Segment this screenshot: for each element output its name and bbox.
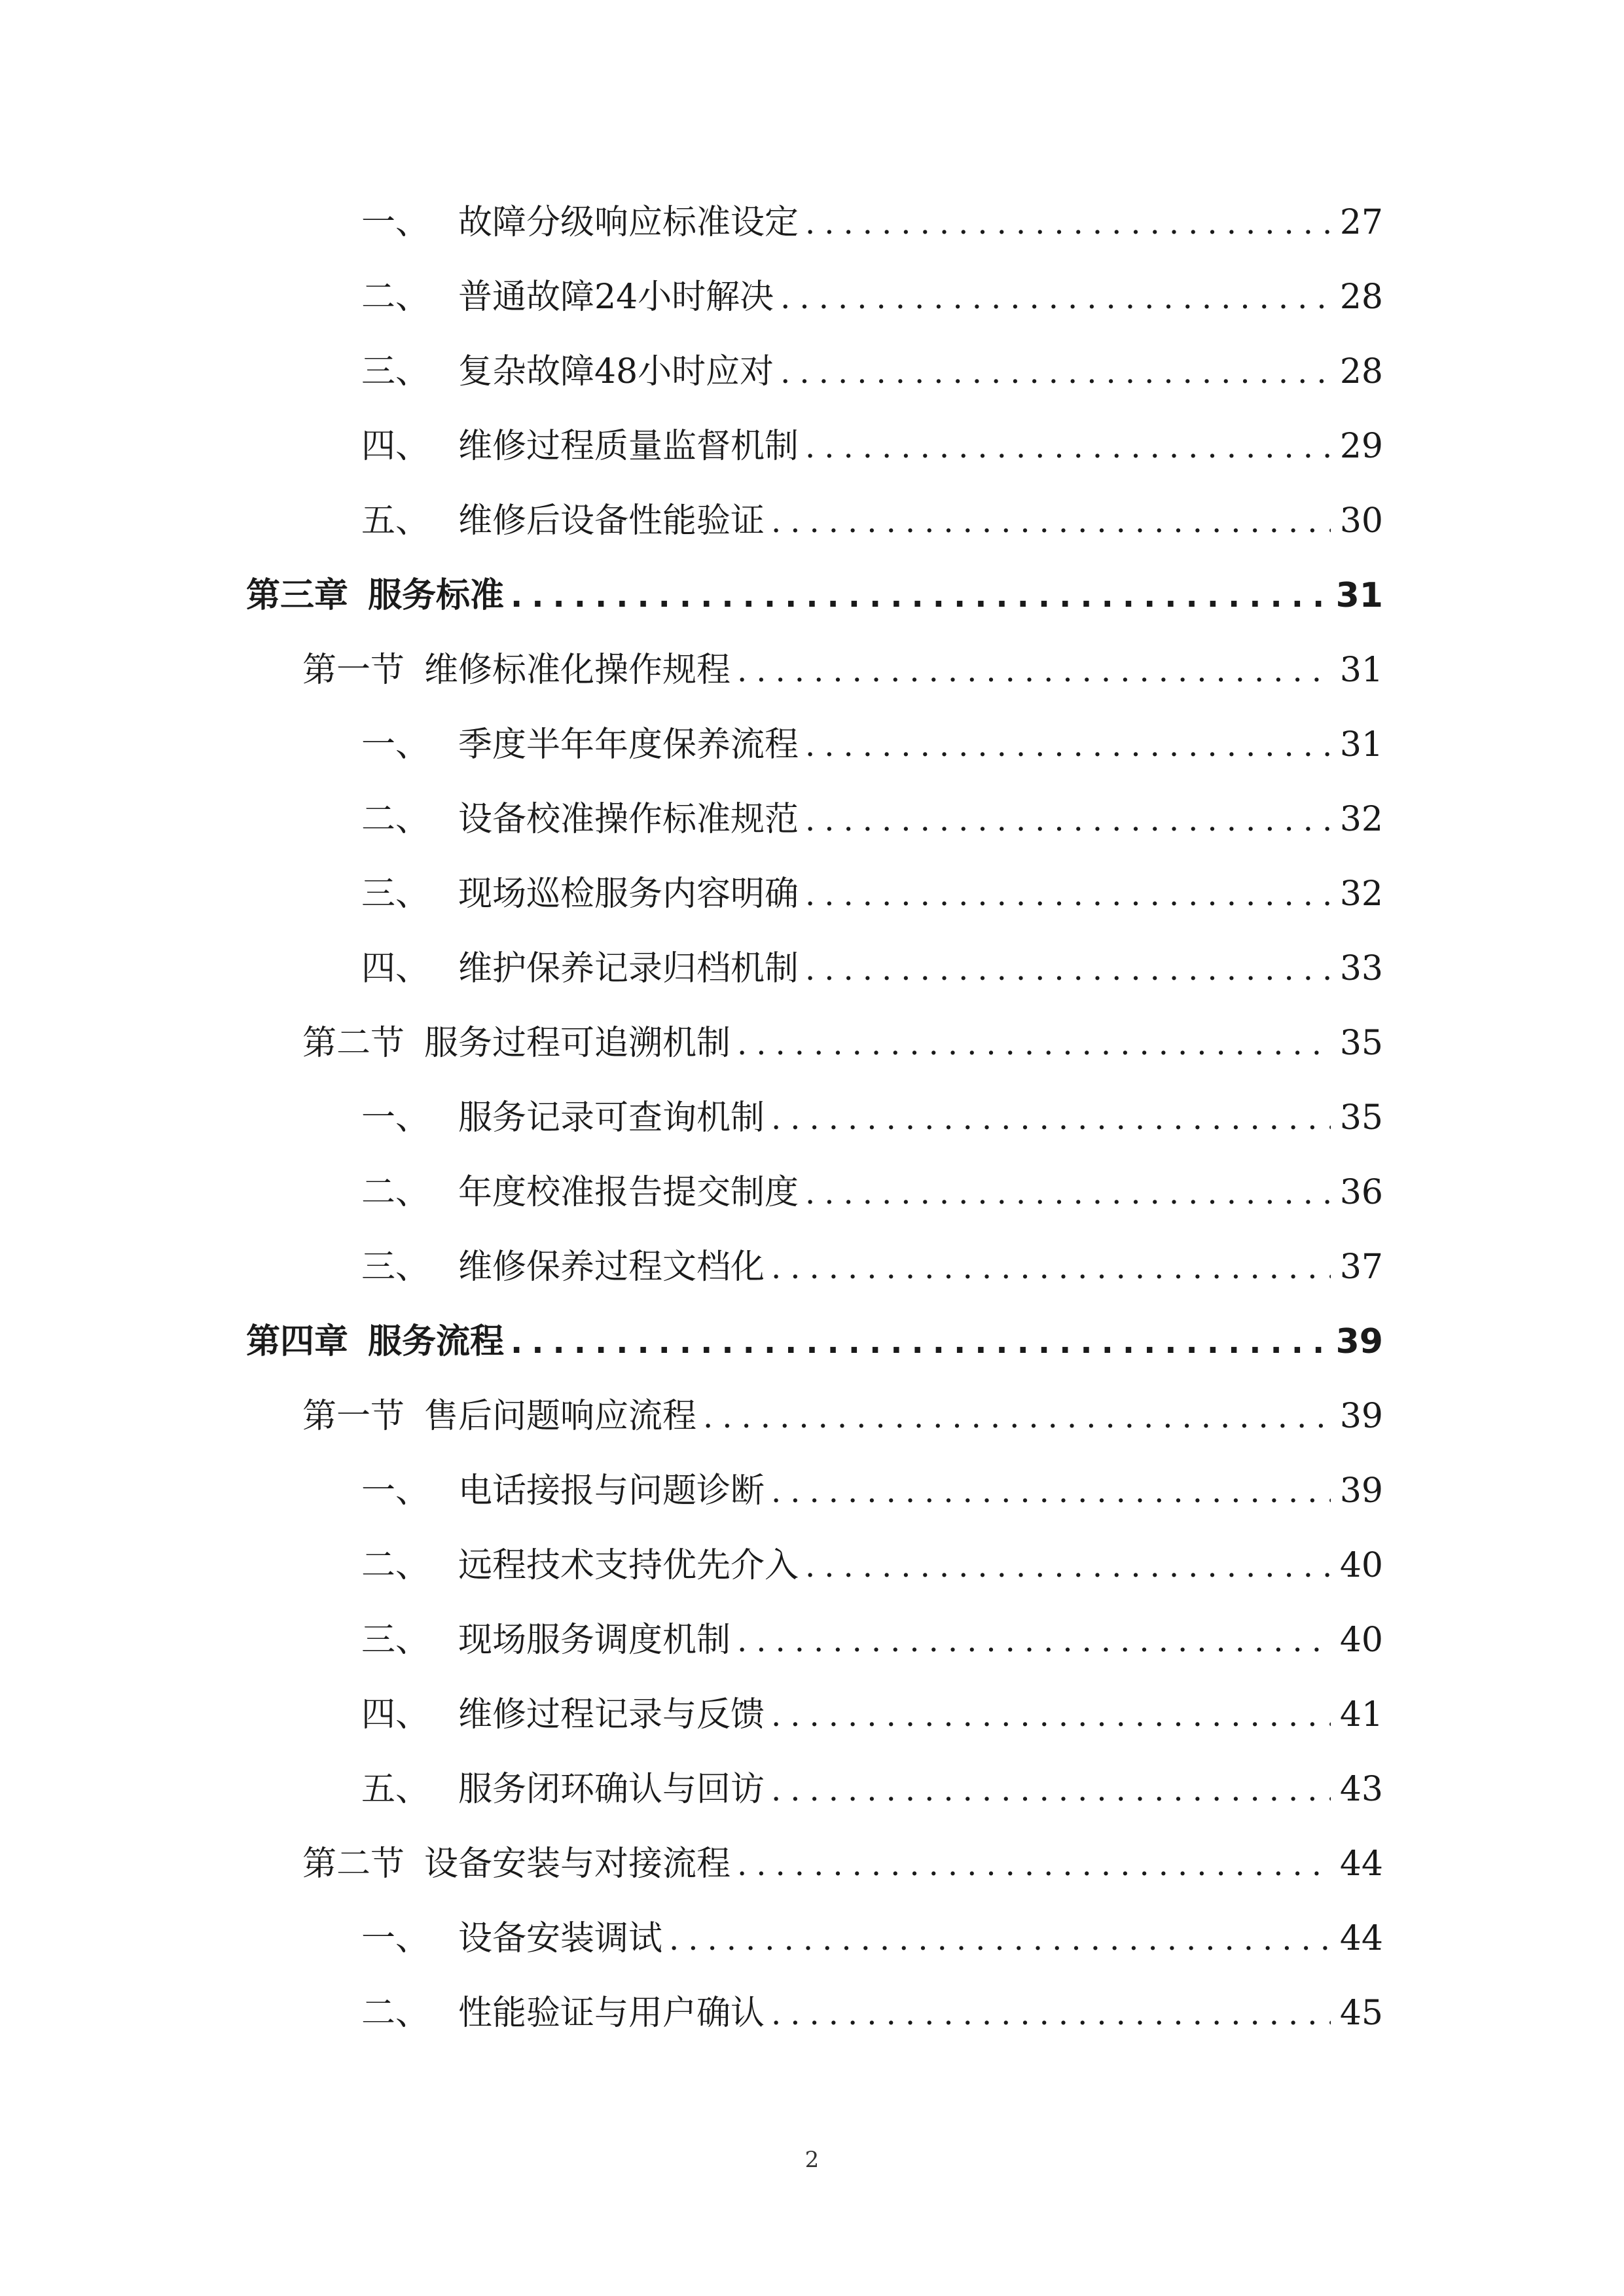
toc-entry-title: 服务闭环确认与回访 (458, 1770, 765, 1809)
toc-entry-title: 年度校准报告提交制度 (458, 1173, 799, 1212)
toc-entry[interactable] (361, 1166, 1383, 1219)
toc-leader-dots (805, 1167, 1331, 1219)
toc-entry-title: 电话接报与问题诊断 (458, 1471, 765, 1511)
toc-chapter-entry[interactable] (246, 569, 1383, 622)
toc-entry-page: 29 (1339, 427, 1383, 466)
toc-leader-dots (805, 719, 1331, 772)
toc-entry-title: 复杂故障48小时应对 (458, 352, 774, 391)
toc-entry-page: 31 (1335, 576, 1383, 615)
toc-entry-page: 36 (1339, 1173, 1383, 1212)
toc-entry[interactable] (361, 495, 1383, 547)
toc-entry-page: 28 (1339, 352, 1383, 391)
toc-entry-number: 四、 (361, 949, 430, 988)
toc-entry-title: 服务记录可查询机制 (458, 1098, 765, 1138)
toc-entry-number: 二、 (361, 800, 430, 839)
toc-entry-page: 30 (1339, 501, 1383, 541)
toc-entry-number: 一、 (361, 203, 430, 242)
toc-entry-number: 一、 (361, 1471, 430, 1511)
toc-entry-page: 44 (1339, 1844, 1383, 1884)
toc-entry[interactable] (361, 1614, 1383, 1666)
toc-entry-number: 一、 (361, 1098, 430, 1138)
toc-entry-number: 一、 (361, 1919, 430, 1958)
toc-entry-number: 第二节 (302, 1844, 405, 1884)
toc-entry[interactable] (361, 271, 1383, 323)
toc-section-entry[interactable] (302, 1390, 1383, 1443)
toc-entry[interactable] (361, 793, 1383, 846)
toc-entry-number: 四、 (361, 427, 430, 466)
toc-leader-dots (805, 197, 1331, 249)
toc-entry[interactable] (361, 346, 1383, 398)
toc-entry-page: 35 (1339, 1024, 1383, 1063)
toc-entry-title: 服务流程 (368, 1322, 505, 1361)
toc-entry[interactable] (361, 868, 1383, 920)
toc-entry-title: 维护保养记录归档机制 (458, 949, 799, 988)
toc-entry-title: 故障分级响应标准设定 (458, 203, 799, 242)
toc-section-entry[interactable] (302, 1838, 1383, 1890)
toc-entry-number: 三、 (361, 1621, 430, 1660)
toc-entry[interactable] (361, 1763, 1383, 1816)
toc-leader-dots (805, 869, 1331, 921)
toc-entry[interactable] (361, 420, 1383, 473)
toc-entry-page: 40 (1339, 1546, 1383, 1585)
toc-entry-number: 一、 (361, 725, 430, 764)
toc-leader-dots (805, 421, 1331, 473)
toc-leader-dots (511, 1316, 1327, 1369)
toc-leader-dots (780, 346, 1331, 399)
toc-entry-title: 现场巡检服务内容明确 (458, 874, 799, 914)
toc-entry-page: 28 (1339, 278, 1383, 317)
toc-entry-page: 39 (1339, 1471, 1383, 1511)
toc-entry-page: 31 (1339, 725, 1383, 764)
toc-entry[interactable] (361, 1912, 1383, 1965)
toc-leader-dots (737, 645, 1331, 697)
toc-entry-page: 27 (1339, 203, 1383, 242)
toc-leader-dots (737, 1018, 1331, 1070)
toc-leader-dots (780, 272, 1331, 324)
toc-entry[interactable] (361, 1241, 1383, 1293)
toc-entry-number: 第四章 (246, 1322, 349, 1361)
toc-entry[interactable] (361, 1689, 1383, 1741)
page-number: 2 (804, 2147, 820, 2173)
toc-entry-number: 二、 (361, 1173, 430, 1212)
toc-entry-number: 五、 (361, 501, 430, 541)
toc-entry-page: 35 (1339, 1098, 1383, 1138)
toc-entry-page: 40 (1339, 1621, 1383, 1660)
toc-entry-number: 第一节 (302, 1397, 405, 1436)
toc-entry[interactable] (361, 1465, 1383, 1517)
toc-entry-page: 31 (1339, 651, 1383, 690)
toc-leader-dots (771, 1465, 1331, 1518)
toc-entry-title: 服务过程可追溯机制 (424, 1024, 731, 1063)
toc-entry-number: 第二节 (302, 1024, 405, 1063)
toc-entry-title: 维修后设备性能验证 (458, 501, 765, 541)
toc-entry-title: 维修标准化操作规程 (424, 651, 731, 690)
toc-entry-number: 三、 (361, 874, 430, 914)
toc-entry-title: 维修保养过程文档化 (458, 1247, 765, 1287)
toc-leader-dots (771, 495, 1331, 548)
toc-entry-title: 设备安装与对接流程 (424, 1844, 731, 1884)
toc-chapter-entry[interactable] (246, 1316, 1383, 1368)
toc-leader-dots (771, 1764, 1331, 1816)
toc-entry-page: 39 (1335, 1322, 1383, 1361)
toc-entry-title: 现场服务调度机制 (458, 1621, 731, 1660)
toc-entry-title: 季度半年年度保养流程 (458, 725, 799, 764)
toc-entry-number: 二、 (361, 278, 430, 317)
toc-entry-title: 远程技术支持优先介入 (458, 1546, 799, 1585)
toc-entry-title: 服务标准 (368, 576, 505, 615)
toc-entry-title: 设备安装调试 (458, 1919, 663, 1958)
toc-entry-title: 维修过程质量监督机制 (458, 427, 799, 466)
toc-entry[interactable] (361, 196, 1383, 249)
toc-leader-dots (805, 794, 1331, 846)
toc-entry-title: 设备校准操作标准规范 (458, 800, 799, 839)
toc-entry-number: 三、 (361, 1247, 430, 1287)
toc-entry-page: 32 (1339, 800, 1383, 839)
toc-section-entry[interactable] (302, 644, 1383, 696)
toc-entry-page: 32 (1339, 874, 1383, 914)
toc-leader-dots (805, 1540, 1331, 1592)
toc-entry-page: 39 (1339, 1397, 1383, 1436)
toc-entry-page: 37 (1339, 1247, 1383, 1287)
toc-leader-dots (771, 1242, 1331, 1294)
toc-leader-dots (737, 1615, 1331, 1667)
toc-leader-dots (669, 1913, 1331, 1965)
toc-entry-title: 普通故障24小时解决 (458, 278, 774, 317)
toc-entry-title: 售后问题响应流程 (424, 1397, 697, 1436)
toc-entry-number: 第三章 (246, 576, 349, 615)
toc-entry-page: 41 (1339, 1695, 1383, 1734)
toc-entry-page: 43 (1339, 1770, 1383, 1809)
toc-leader-dots (771, 1092, 1331, 1145)
toc-leader-dots (737, 1839, 1331, 1891)
toc-entry-number: 二、 (361, 1546, 430, 1585)
toc-section-entry[interactable] (302, 1017, 1383, 1069)
toc-leader-dots (771, 1689, 1331, 1742)
toc-entry-page: 45 (1339, 1994, 1383, 2033)
toc-entry-page: 44 (1339, 1919, 1383, 1958)
toc-entry-number: 二、 (361, 1994, 430, 2033)
toc-entry-title: 性能验证与用户确认 (458, 1994, 765, 2033)
toc-leader-dots (805, 943, 1331, 996)
toc-entry[interactable] (361, 942, 1383, 995)
toc-entry[interactable] (361, 1092, 1383, 1144)
toc-entry-number: 五、 (361, 1770, 430, 1809)
toc-entry-number: 三、 (361, 352, 430, 391)
toc-entry-number: 四、 (361, 1695, 430, 1734)
toc-entry-number: 第一节 (302, 651, 405, 690)
toc-leader-dots (511, 570, 1327, 622)
toc-entry-page: 33 (1339, 949, 1383, 988)
toc-entry[interactable] (361, 1987, 1383, 2039)
toc-leader-dots (703, 1391, 1331, 1443)
toc-entry[interactable] (361, 1539, 1383, 1592)
toc-entry-title: 维修过程记录与反馈 (458, 1695, 765, 1734)
toc-entry[interactable] (361, 719, 1383, 771)
toc-leader-dots (771, 1988, 1331, 2040)
